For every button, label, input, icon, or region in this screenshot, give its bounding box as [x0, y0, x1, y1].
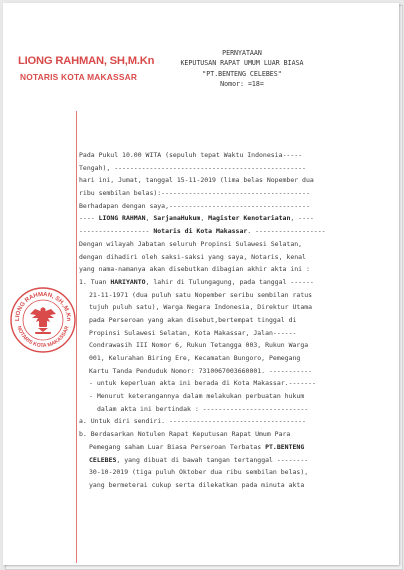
seal-top-text: LIONG RAHMAN, SH.,M.Kn [14, 291, 72, 322]
notary-seal [8, 285, 78, 355]
body-line: hari ini, Jumat, tanggal 15-11-2019 (lima belas Nopember dua [79, 176, 314, 185]
body-line: Kartu Tanda Penduduk Nomor: 7310067003660001. ----------- [89, 366, 313, 375]
notary-degree-2: Magister Kenotariatan [208, 214, 291, 223]
document-heading [163, 48, 321, 90]
body-line: 001, Kelurahan Biring Ere, Kecamatan Bungoro, Pemegang [89, 354, 301, 362]
resolution-text: , yang dibuat di bawah tangan tertanggal -------- [116, 455, 309, 464]
notary-identification-line [79, 212, 377, 225]
notary-office: Notaris di Kota Makassar [153, 227, 248, 236]
body-line: - untuk keperluan akta ini berada di Kota Makassar.------- [89, 379, 316, 388]
filler-dashes: ------------------ [79, 227, 154, 236]
heading-company: "PT.BENTENG CELEBES" [202, 69, 282, 78]
notary-full-name: LIONG RAHMAN [98, 214, 146, 223]
body-line: yang nama-namanya akan disebutkan dibagian akhir akta ini : [79, 265, 310, 274]
company-name-part: PT.BENTENG [265, 442, 305, 451]
notary-name: LIONG RAHMAN, SH,M.Kn [18, 55, 155, 67]
body-line: pada Perseroan yang akan disebut,bertempat tinggal di [89, 315, 297, 324]
body-line: 30-10-2019 (tiga puluh Oktober dua ribu sembilan belas), [89, 468, 309, 477]
body-line: ribu sembilan belas):-------------------------------------- [79, 189, 310, 198]
filler-dashes: . ------------------ [247, 227, 326, 236]
resolution-text: Pemegang saham Luar Biasa Perseroan Terbatas [89, 442, 266, 451]
garuda-emblem-icon [30, 307, 56, 334]
appearer-line [79, 276, 377, 289]
body-line: Condrawasih III Nomor 6, Rukun Tetangga 003, Rukun Warga [89, 341, 309, 350]
body-line: b. Berdasarkan Notulen Rapat Keputusan Rapat Umum Para [79, 430, 291, 439]
filler-dashes: ---- [79, 214, 99, 223]
notary-degree-1: SarjanaHukum [153, 214, 201, 223]
resolution-line [79, 441, 377, 454]
document-page [3, 3, 399, 565]
notary-city: NOTARIS KOTA MAKASSAR [20, 72, 138, 82]
body-line: dalam akta ini bertindak : --------------------------- [79, 403, 377, 416]
separator: , [200, 214, 209, 223]
filler-dashes: , ---- [290, 214, 314, 223]
body-line: 21-11-1971 (dua puluh satu Nopember seribu sembilan ratus [89, 290, 313, 299]
seal-bottom-text: NOTARIS KOTA MAKASSAR [15, 325, 71, 350]
body-line: Propinsi Sulawesi Selatan, Kota Makassar, Jalan------ [89, 328, 297, 337]
appearer-birth: , lahir di Tulungagung, pada tanggal ------ [145, 277, 314, 286]
body-line: tujuh puluh satu), Warga Negara Indonesia, Direktur Utama [89, 303, 313, 312]
body-line: Pada Pukul 10.00 WITA (sepuluh tepat Waktu Indonesia----- [79, 151, 303, 159]
heading-subtitle: KEPUTUSAN RAPAT UMUM LUAR BIASA [180, 59, 304, 68]
separator: , [145, 214, 154, 223]
notary-office-line [79, 225, 377, 238]
appearer-name: HARIYANTO [110, 277, 146, 286]
body-line: Berhadapan dengan saya,------------------------------------ [79, 201, 310, 210]
deed-body [79, 149, 377, 492]
body-line: Tengah), ------------------------------------------------- [79, 163, 306, 172]
body-line: Dengan wilayah Jabatan seluruh Propinsi Sulawesi Selatan, [79, 239, 303, 248]
company-name-part: CELEBES [89, 455, 117, 464]
heading-number: Nomor: =18= [220, 80, 264, 89]
body-line: a. Untuk diri sendiri. ----------------------------------- [79, 417, 306, 426]
appearer-prefix: 1. Tuan [79, 277, 111, 286]
body-line: - Menurut keterangannya dalam melakukan perbuatan hukum [89, 392, 305, 401]
body-line: dengan dihadiri oleh saksi-saksi yang saya, Notaris, kenal [79, 252, 306, 261]
resolution-line [79, 454, 377, 467]
body-line: yang bermeterai cukup serta dilekatkan pada minuta akta [89, 480, 305, 489]
heading-title: PERNYATAAN [222, 49, 262, 57]
